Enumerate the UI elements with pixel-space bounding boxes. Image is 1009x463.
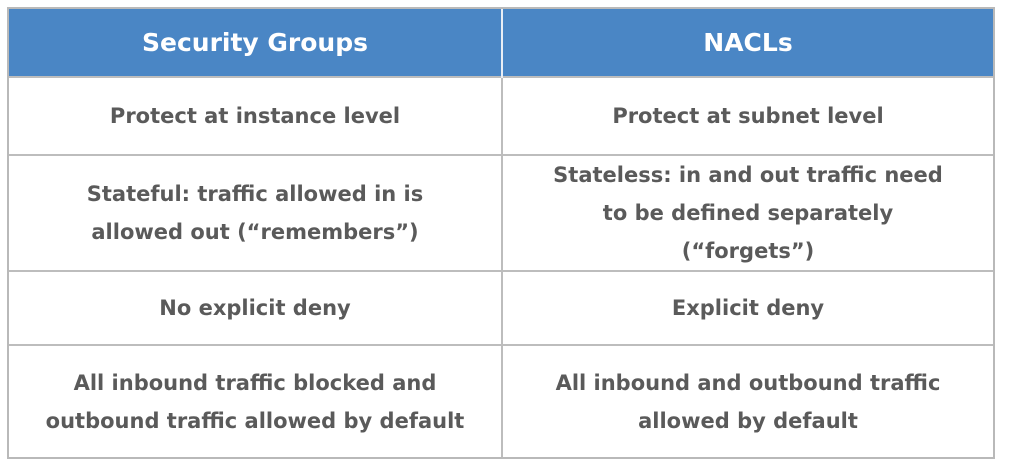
header-row: [9, 9, 993, 77]
comparison-table: [9, 9, 993, 457]
table-row: [9, 345, 993, 457]
table-body: [9, 77, 993, 457]
security-groups-cell: Stateful: traffic allowed in is allowed out (“remembers”): [9, 155, 502, 271]
nacls-cell: Stateless: in and out traffic need to be defined separately (“forgets”): [502, 155, 993, 271]
security-groups-cell: Protect at instance level: [9, 77, 502, 155]
table-row: [9, 77, 993, 155]
nacls-cell: Explicit deny: [502, 271, 993, 345]
header-security-groups: Security Groups: [9, 9, 502, 77]
nacls-cell: Protect at subnet level: [502, 77, 993, 155]
header-nacls: NACLs: [502, 9, 993, 77]
security-groups-cell: All inbound traffic blocked and outbound traffic allowed by default: [9, 345, 502, 457]
security-groups-cell: No explicit deny: [9, 271, 502, 345]
table-header: [9, 9, 993, 77]
comparison-table-frame: [7, 7, 995, 459]
table-row: [9, 155, 993, 271]
table-row: [9, 271, 993, 345]
nacls-cell: All inbound and outbound traffic allowed by default: [502, 345, 993, 457]
